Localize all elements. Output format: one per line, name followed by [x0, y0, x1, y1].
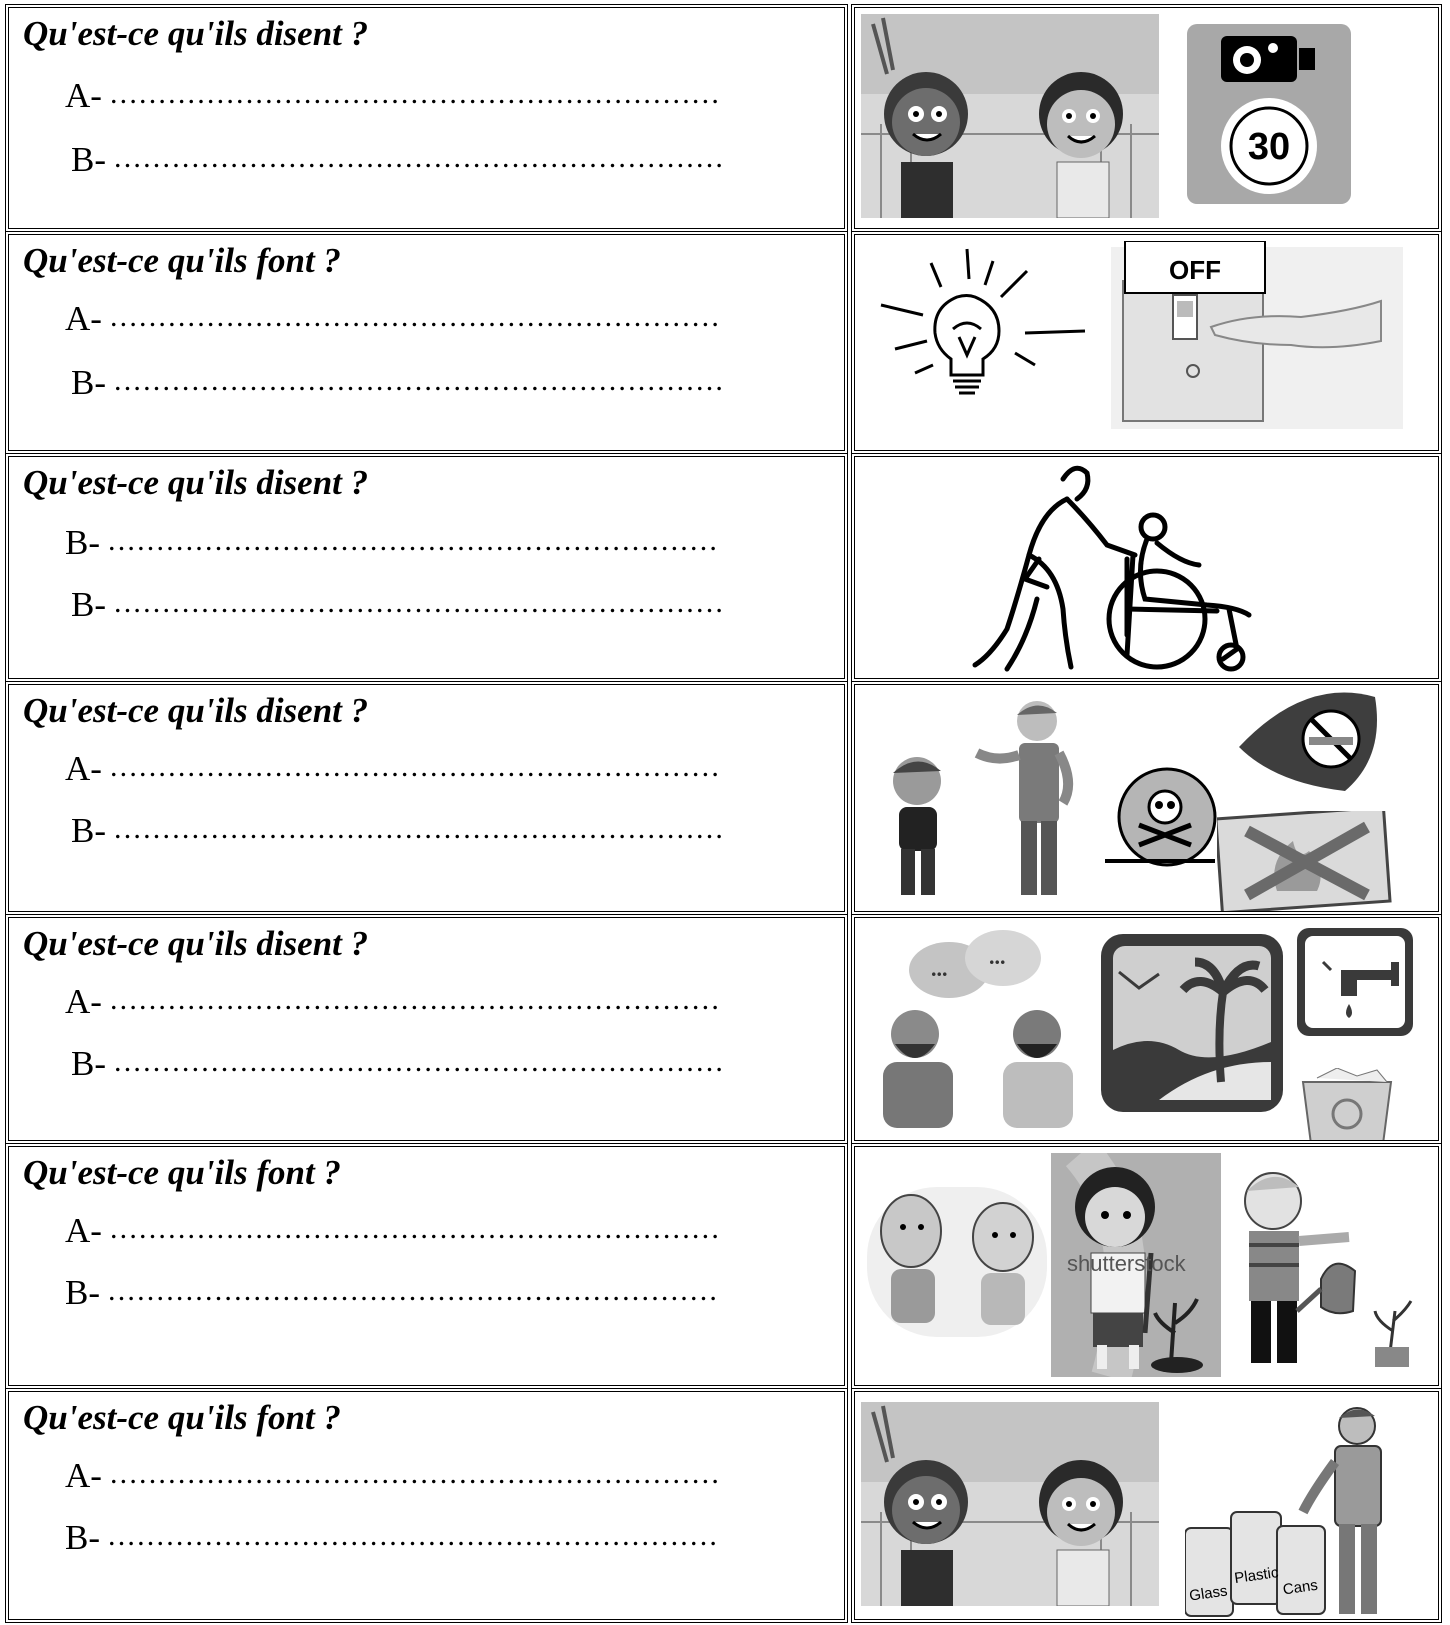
- answer-line-b[interactable]: [71, 585, 725, 625]
- recycle-bin-image: [1297, 1068, 1397, 1144]
- worksheet: [5, 4, 1442, 1623]
- question-text: Qu'est-ce qu'ils disent ?: [23, 924, 369, 963]
- question-cell: [5, 231, 848, 454]
- answer-line-b[interactable]: [65, 1518, 719, 1558]
- illustration-cell: [851, 1143, 1442, 1389]
- answer-line-a[interactable]: [65, 76, 721, 116]
- answer-label: B-: [71, 363, 106, 402]
- answer-label: B-: [71, 1044, 106, 1083]
- wheelchair-helper-image: [967, 459, 1279, 677]
- question-cell: [5, 4, 848, 232]
- answer-label: A-: [65, 1211, 102, 1250]
- exercise-row-1: [5, 4, 1442, 232]
- boy-watering-image: [1225, 1161, 1415, 1371]
- answer-dots: ...............................................................: [114, 1045, 726, 1078]
- poison-sign-image: [1105, 765, 1225, 871]
- answer-line-a[interactable]: [65, 523, 719, 563]
- bin-label-glass: Glass: [1188, 1582, 1229, 1605]
- answer-line-a[interactable]: [65, 1211, 721, 1251]
- answer-line-b[interactable]: [71, 1044, 725, 1084]
- question-text: Qu'est-ce qu'ils font ?: [23, 1153, 341, 1192]
- no-fire-sign-image: [1217, 811, 1393, 915]
- illustration-cell: [851, 4, 1442, 232]
- illustration-cell: [851, 914, 1442, 1144]
- question-text: Qu'est-ce qu'ils font ?: [23, 241, 341, 280]
- answer-label: B-: [65, 1273, 100, 1312]
- answer-label: A-: [65, 1456, 102, 1495]
- speed-limit-sign-image: [1185, 22, 1353, 206]
- answer-dots: ...............................................................: [108, 1274, 720, 1307]
- answer-line-a[interactable]: [65, 982, 721, 1022]
- bin-label-cans: Cans: [1281, 1576, 1319, 1599]
- svg-text:...: ...: [989, 944, 1006, 969]
- illustration-cell: [851, 231, 1442, 454]
- answer-label: A-: [65, 749, 102, 788]
- question-cell: [5, 914, 848, 1144]
- light-bulb-image: [875, 245, 1089, 405]
- illustration-cell: [851, 681, 1442, 915]
- answer-label: B-: [65, 523, 100, 562]
- answer-line-a[interactable]: [65, 749, 721, 789]
- switch-label: OFF: [1169, 255, 1221, 285]
- children-talking-image: [861, 14, 1159, 218]
- two-boys-image: [867, 1187, 1047, 1347]
- answer-dots: ...............................................................: [108, 1519, 720, 1552]
- tap-icon: [1295, 926, 1415, 1038]
- question-cell: [5, 1143, 848, 1389]
- question-text: Qu'est-ce qu'ils font ?: [23, 1398, 341, 1437]
- two-men-talking-image: [865, 924, 1085, 1128]
- man-recycling-image: [1185, 1402, 1411, 1622]
- exercise-row-5: [5, 914, 1442, 1144]
- question-text: Qu'est-ce qu'ils disent ?: [23, 14, 369, 53]
- answer-dots: ...............................................................: [114, 812, 726, 845]
- exercise-row-7: [5, 1388, 1442, 1623]
- answer-line-a[interactable]: [65, 299, 721, 339]
- no-smoking-sign-image: [1235, 687, 1385, 797]
- answer-line-b[interactable]: [71, 811, 725, 851]
- answer-label: B-: [71, 140, 106, 179]
- answer-label: B-: [71, 811, 106, 850]
- question-text: Qu'est-ce qu'ils disent ?: [23, 691, 369, 730]
- question-cell: [5, 453, 848, 682]
- watermark-text: shutterstock: [1067, 1251, 1186, 1276]
- illustration-cell: [851, 1388, 1442, 1623]
- illustration-cell: [851, 453, 1442, 682]
- answer-dots: ...............................................................: [109, 1212, 722, 1245]
- answer-dots: ...............................................................: [114, 141, 726, 174]
- man-image: [967, 693, 1097, 903]
- bin-label-plastic: Plastic: [1233, 1564, 1280, 1588]
- boy-image: [877, 751, 957, 901]
- speed-limit-number: 30: [1247, 126, 1291, 168]
- answer-dots: ...............................................................: [114, 364, 726, 397]
- beach-icon: [1099, 932, 1285, 1114]
- answer-dots: ...............................................................: [109, 983, 722, 1016]
- question-cell: [5, 1388, 848, 1623]
- answer-label: B-: [65, 1518, 100, 1557]
- question-text: Qu'est-ce qu'ils disent ?: [23, 463, 369, 502]
- exercise-row-4: [5, 681, 1442, 915]
- answer-label: A-: [65, 982, 102, 1021]
- exercise-row-6: [5, 1143, 1442, 1389]
- answer-dots: ...............................................................: [114, 586, 726, 619]
- answer-line-b[interactable]: [71, 363, 725, 403]
- answer-dots: ...............................................................: [109, 77, 722, 110]
- answer-dots: ...............................................................: [109, 1457, 722, 1490]
- answer-dots: ...............................................................: [109, 750, 722, 783]
- children-talking-image: [861, 1402, 1159, 1606]
- answer-label: A-: [65, 76, 102, 115]
- answer-label: A-: [65, 299, 102, 338]
- exercise-row-2: [5, 231, 1442, 454]
- child-planting-image: [1051, 1153, 1221, 1377]
- exercise-row-3: [5, 453, 1442, 682]
- question-cell: [5, 681, 848, 915]
- answer-dots: ...............................................................: [109, 300, 722, 333]
- answer-dots: ...............................................................: [108, 524, 720, 557]
- answer-label: B-: [71, 585, 106, 624]
- light-switch-image: [1111, 241, 1403, 429]
- answer-line-b[interactable]: [71, 140, 725, 180]
- answer-line-a[interactable]: [65, 1456, 721, 1496]
- answer-line-b[interactable]: [65, 1273, 719, 1313]
- svg-text:...: ...: [931, 956, 948, 981]
